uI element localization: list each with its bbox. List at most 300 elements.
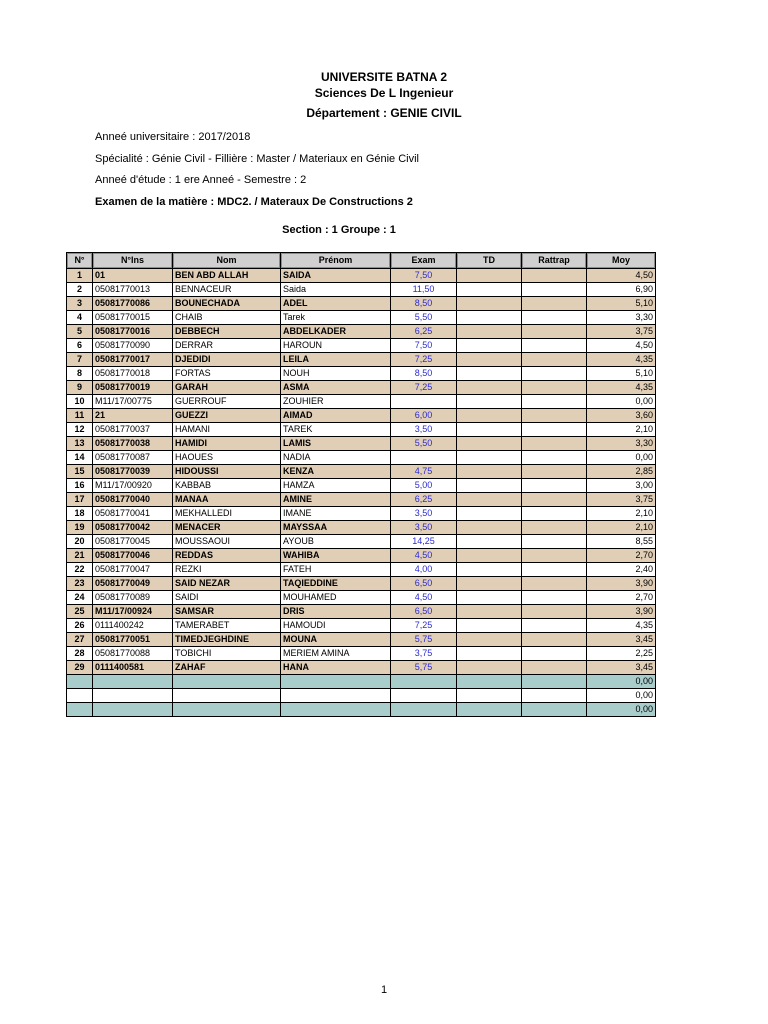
exam-grade: 3,50 [391,423,457,437]
last-name: TAMERABET [173,619,281,633]
row-number: 1 [67,269,93,283]
ins-number: 01 [93,269,173,283]
exam-grade: 6,50 [391,577,457,591]
table-row [67,311,656,325]
page-number: 1 [380,984,388,996]
td-grade [457,493,522,507]
exam-grade: 5,50 [391,311,457,325]
empty-cell [173,689,281,703]
row-number: 25 [67,605,93,619]
last-name: MOUSSAOUI [173,535,281,549]
exam-grade [391,395,457,409]
department-title: Département : GENIE CIVIL [306,106,462,120]
average-grade: 2,25 [587,647,656,661]
last-name: BOUNECHADA [173,297,281,311]
first-name: KENZA [281,465,391,479]
table-row [67,353,656,367]
empty-row [67,675,656,689]
average-grade: 0,00 [587,675,656,689]
row-number: 9 [67,381,93,395]
table-row [67,423,656,437]
exam-grade: 5,50 [391,437,457,451]
average-grade: 2,85 [587,465,656,479]
table-row [67,479,656,493]
first-name: MOUHAMED [281,591,391,605]
average-grade: 2,10 [587,423,656,437]
average-grade: 4,35 [587,353,656,367]
table-row [67,283,656,297]
average-grade: 3,45 [587,661,656,675]
last-name: MENACER [173,521,281,535]
row-number: 21 [67,549,93,563]
ins-number: 05081770039 [93,465,173,479]
ins-number: 05081770087 [93,451,173,465]
rattrap-grade [522,269,587,283]
first-name: MOUNA [281,633,391,647]
last-name: DJEDIDI [173,353,281,367]
td-grade [457,367,522,381]
average-grade: 3,60 [587,409,656,423]
first-name: NADIA [281,451,391,465]
col-header-rattrap: Rattrap [522,253,587,269]
exam-grade: 4,50 [391,591,457,605]
exam-grade: 6,50 [391,605,457,619]
exam-grade: 3,75 [391,647,457,661]
first-name: ASMA [281,381,391,395]
last-name: TOBICHI [173,647,281,661]
ins-number: M11/17/00775 [93,395,173,409]
average-grade: 2,40 [587,563,656,577]
first-name: ADEL [281,297,391,311]
table-row [67,619,656,633]
last-name: REZKI [173,563,281,577]
exam-grade: 6,00 [391,409,457,423]
rattrap-grade [522,493,587,507]
ins-number: 05081770037 [93,423,173,437]
average-grade: 3,90 [587,577,656,591]
last-name: KABBAB [173,479,281,493]
exam-grade: 4,00 [391,563,457,577]
rattrap-grade [522,591,587,605]
td-grade [457,269,522,283]
rattrap-grade [522,563,587,577]
empty-cell [67,675,93,689]
empty-cell [93,703,173,717]
last-name: HAOUES [173,451,281,465]
empty-cell [457,703,522,717]
last-name: FORTAS [173,367,281,381]
first-name: TAREK [281,423,391,437]
td-grade [457,325,522,339]
td-grade [457,535,522,549]
table-row [67,535,656,549]
first-name: Saida [281,283,391,297]
faculty-title: Sciences De L Ingenieur [314,86,454,100]
table-header-row [67,253,656,269]
empty-cell [173,703,281,717]
average-grade: 0,00 [587,395,656,409]
table-row [67,563,656,577]
first-name: HAMZA [281,479,391,493]
rattrap-grade [522,479,587,493]
td-grade [457,423,522,437]
exam-grade: 3,50 [391,521,457,535]
average-grade: 0,00 [587,689,656,703]
average-grade: 5,10 [587,297,656,311]
td-grade [457,381,522,395]
exam-grade: 6,25 [391,493,457,507]
table-row [67,549,656,563]
average-grade: 4,35 [587,381,656,395]
empty-cell [522,703,587,717]
last-name: SAMSAR [173,605,281,619]
td-grade [457,633,522,647]
row-number: 28 [67,647,93,661]
ins-number: 05081770049 [93,577,173,591]
last-name: SAIDI [173,591,281,605]
exam-grade: 7,25 [391,381,457,395]
last-name: HIDOUSSI [173,465,281,479]
first-name: MERIEM AMINA [281,647,391,661]
td-grade [457,353,522,367]
average-grade: 2,70 [587,549,656,563]
exam-grade: 7,25 [391,619,457,633]
ins-number: 05081770040 [93,493,173,507]
first-name: HAMOUDI [281,619,391,633]
average-grade: 2,10 [587,507,656,521]
td-grade [457,465,522,479]
row-number: 6 [67,339,93,353]
rattrap-grade [522,521,587,535]
exam-grade: 8,50 [391,367,457,381]
last-name: GARAH [173,381,281,395]
empty-cell [457,689,522,703]
average-grade: 6,90 [587,283,656,297]
table-row [67,661,656,675]
table-row [67,465,656,479]
td-grade [457,591,522,605]
last-name: TIMEDJEGHDINE [173,633,281,647]
ins-number: 05081770045 [93,535,173,549]
empty-cell [281,689,391,703]
ins-number: 05081770088 [93,647,173,661]
empty-cell [391,703,457,717]
td-grade [457,283,522,297]
last-name: CHAIB [173,311,281,325]
td-grade [457,507,522,521]
academic-year: Anneé universitaire : 2017/2018 [95,131,251,143]
average-grade: 3,75 [587,493,656,507]
first-name: AMINE [281,493,391,507]
empty-cell [173,675,281,689]
empty-cell [522,675,587,689]
first-name: FATEH [281,563,391,577]
rattrap-grade [522,297,587,311]
row-number: 24 [67,591,93,605]
td-grade [457,521,522,535]
exam-grade: 14,25 [391,535,457,549]
td-grade [457,409,522,423]
col-header-ins: N°Ins [93,253,173,269]
table-row [67,577,656,591]
rattrap-grade [522,311,587,325]
last-name: DERRAR [173,339,281,353]
td-grade [457,297,522,311]
row-number: 15 [67,465,93,479]
table-row [67,633,656,647]
rattrap-grade [522,661,587,675]
rattrap-grade [522,451,587,465]
average-grade: 4,50 [587,339,656,353]
rattrap-grade [522,647,587,661]
td-grade [457,451,522,465]
empty-cell [522,689,587,703]
average-grade: 3,90 [587,605,656,619]
first-name: LAMIS [281,437,391,451]
last-name: HAMIDI [173,437,281,451]
study-year-line: Anneé d'étude : 1 ere Anneé - Semestre : 2 [95,174,307,186]
td-grade [457,549,522,563]
rattrap-grade [522,395,587,409]
average-grade: 3,00 [587,479,656,493]
exam-grade: 4,50 [391,549,457,563]
ins-number: 05081770047 [93,563,173,577]
ins-number: 05081770051 [93,633,173,647]
rattrap-grade [522,339,587,353]
rattrap-grade [522,605,587,619]
rattrap-grade [522,549,587,563]
ins-number: 05081770016 [93,325,173,339]
last-name: MEKHALLEDI [173,507,281,521]
table-row [67,493,656,507]
table-row [67,451,656,465]
rattrap-grade [522,423,587,437]
table-row [67,339,656,353]
rattrap-grade [522,535,587,549]
row-number: 10 [67,395,93,409]
col-header-td: TD [457,253,522,269]
table-row [67,269,656,283]
first-name: IMANE [281,507,391,521]
td-grade [457,605,522,619]
row-number: 23 [67,577,93,591]
table-row [67,297,656,311]
row-number: 13 [67,437,93,451]
empty-cell [93,675,173,689]
td-grade [457,339,522,353]
average-grade: 3,30 [587,437,656,451]
row-number: 29 [67,661,93,675]
row-number: 20 [67,535,93,549]
first-name: AYOUB [281,535,391,549]
grades-table [66,252,656,717]
last-name: REDDAS [173,549,281,563]
average-grade: 2,10 [587,521,656,535]
first-name: SAIDA [281,269,391,283]
col-header-prenom: Prénom [281,253,391,269]
exam-grade: 6,25 [391,325,457,339]
average-grade: 4,50 [587,269,656,283]
row-number: 26 [67,619,93,633]
first-name: ABDELKADER [281,325,391,339]
exam-grade: 11,50 [391,283,457,297]
first-name: NOUH [281,367,391,381]
rattrap-grade [522,633,587,647]
td-grade [457,661,522,675]
rattrap-grade [522,353,587,367]
table-row [67,591,656,605]
ins-number: 0111400242 [93,619,173,633]
table-row [67,605,656,619]
empty-cell [93,689,173,703]
rattrap-grade [522,283,587,297]
row-number: 11 [67,409,93,423]
exam-grade [391,451,457,465]
rattrap-grade [522,619,587,633]
exam-grade: 5,75 [391,633,457,647]
rattrap-grade [522,465,587,479]
rattrap-grade [522,577,587,591]
ins-number: 05081770090 [93,339,173,353]
row-number: 17 [67,493,93,507]
ins-number: 05081770046 [93,549,173,563]
average-grade: 3,75 [587,325,656,339]
average-grade: 5,10 [587,367,656,381]
rattrap-grade [522,367,587,381]
ins-number: 05081770089 [93,591,173,605]
ins-number: 05081770018 [93,367,173,381]
first-name: HANA [281,661,391,675]
table-row [67,367,656,381]
ins-number: 05081770019 [93,381,173,395]
row-number: 7 [67,353,93,367]
empty-cell [281,675,391,689]
rattrap-grade [522,325,587,339]
exam-grade: 5,75 [391,661,457,675]
last-name: DEBBECH [173,325,281,339]
td-grade [457,563,522,577]
empty-row [67,703,656,717]
row-number: 12 [67,423,93,437]
first-name: AIMAD [281,409,391,423]
last-name: BEN ABD ALLAH [173,269,281,283]
empty-cell [391,675,457,689]
average-grade: 2,70 [587,591,656,605]
table-row [67,409,656,423]
col-header-nom: Nom [173,253,281,269]
row-number: 18 [67,507,93,521]
row-number: 19 [67,521,93,535]
table-row [67,507,656,521]
td-grade [457,437,522,451]
ins-number: 21 [93,409,173,423]
table-row [67,521,656,535]
last-name: GUEZZI [173,409,281,423]
rattrap-grade [522,381,587,395]
first-name: HAROUN [281,339,391,353]
empty-row [67,689,656,703]
exam-grade: 7,25 [391,353,457,367]
table-row [67,381,656,395]
last-name: BENNACEUR [173,283,281,297]
td-grade [457,479,522,493]
ins-number: 0111400581 [93,661,173,675]
average-grade: 0,00 [587,451,656,465]
row-number: 4 [67,311,93,325]
average-grade: 4,35 [587,619,656,633]
first-name: ZOUHIER [281,395,391,409]
td-grade [457,647,522,661]
col-header-exam: Exam [391,253,457,269]
col-header-moy: Moy [587,253,656,269]
td-grade [457,619,522,633]
last-name: GUERROUF [173,395,281,409]
ins-number: 05081770042 [93,521,173,535]
table-row [67,325,656,339]
average-grade: 3,45 [587,633,656,647]
first-name: WAHIBA [281,549,391,563]
table-row [67,395,656,409]
section-group-line: Section : 1 Groupe : 1 [282,224,396,236]
ins-number: 05081770041 [93,507,173,521]
table-row [67,647,656,661]
first-name: Tarek [281,311,391,325]
exam-grade: 5,00 [391,479,457,493]
row-number: 16 [67,479,93,493]
row-number: 27 [67,633,93,647]
ins-number: M11/17/00920 [93,479,173,493]
exam-grade: 8,50 [391,297,457,311]
rattrap-grade [522,409,587,423]
average-grade: 0,00 [587,703,656,717]
row-number: 22 [67,563,93,577]
exam-grade: 7,50 [391,339,457,353]
empty-cell [67,689,93,703]
first-name: MAYSSAA [281,521,391,535]
first-name: LEILA [281,353,391,367]
last-name: MANAA [173,493,281,507]
ins-number: 05081770013 [93,283,173,297]
average-grade: 3,30 [587,311,656,325]
td-grade [457,395,522,409]
average-grade: 8,55 [587,535,656,549]
empty-cell [67,703,93,717]
empty-cell [391,689,457,703]
rattrap-grade [522,507,587,521]
first-name: DRIS [281,605,391,619]
td-grade [457,577,522,591]
td-grade [457,311,522,325]
ins-number: M11/17/00924 [93,605,173,619]
last-name: ZAHAF [173,661,281,675]
row-number: 3 [67,297,93,311]
row-number: 2 [67,283,93,297]
specialty-line: Spécialité : Génie Civil - Fillière : Master / Materiaux en Génie Civil [95,153,420,165]
col-header-n: N° [67,253,93,269]
exam-grade: 7,50 [391,269,457,283]
rattrap-grade [522,437,587,451]
empty-cell [281,703,391,717]
ins-number: 05081770017 [93,353,173,367]
first-name: TAQIEDDINE [281,577,391,591]
last-name: HAMANI [173,423,281,437]
row-number: 5 [67,325,93,339]
row-number: 14 [67,451,93,465]
university-title: UNIVERSITE BATNA 2 [320,70,447,84]
ins-number: 05081770015 [93,311,173,325]
ins-number: 05081770038 [93,437,173,451]
exam-grade: 3,50 [391,507,457,521]
